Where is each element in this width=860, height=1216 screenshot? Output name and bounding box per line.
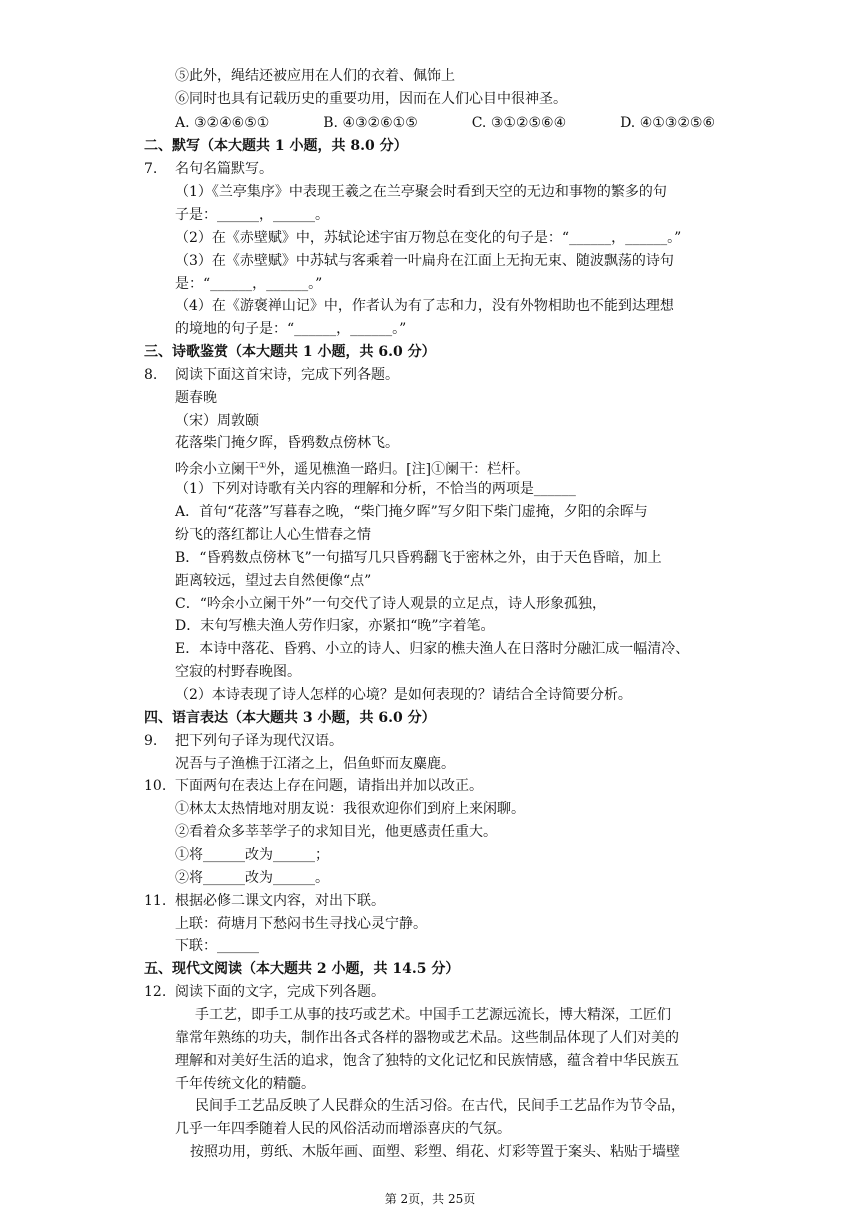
- passage-line: 手工艺，即手工从事的技巧或艺术。中国手工艺源远流长，博大精深，工匠们: [195, 1007, 671, 1023]
- passage-line: 靠常年熟练的功夫，制作出各式各样的器物或艺术品。这些制品体现了人们对美的: [175, 1030, 679, 1046]
- q12-prompt: 阅读下面的文字，完成下列各题。: [175, 984, 385, 1000]
- q7-line: （3）在《赤壁赋》中苏轼与客乘着一叶扁舟在江面上无拘无束、随波飘荡的诗句: [175, 253, 674, 269]
- q6-option-b: B. ④③②⑥①⑤: [323, 115, 418, 131]
- poem-line-1: 花落柴门掩夕晖，昏鸦数点傍林飞。: [175, 435, 399, 451]
- q8-prompt: 阅读下面这首宋诗，完成下列各题。: [175, 367, 399, 383]
- q8-line: A．首句“花落”写暮春之晚，“柴门掩夕晖”写夕阳下柴门虚掩，夕阳的余晖与: [175, 504, 648, 520]
- q9-number: 9.: [144, 733, 158, 749]
- section-5-heading: 五、现代文阅读（本大题共 2 小题，共 14.5 分）: [144, 961, 460, 977]
- q10-line: ②看着众多莘莘学子的求知目光，他更感责任重大。: [175, 824, 497, 840]
- q10-line: ①将______改为______；: [175, 847, 329, 863]
- q6-option-a: A. ③②④⑥⑤①: [175, 115, 270, 131]
- q7-line: （4）在《游褒禅山记》中，作者认为有了志和力，没有外物相助也不能到达理想: [175, 298, 674, 314]
- q7-line: 的境地的句子是：“______，______。”: [175, 321, 407, 337]
- footnote-marker: ①: [259, 461, 267, 470]
- passage-line: 理解和对美好生活的追求，饱含了独特的文化记忆和民族情感，蕴含着中华民族五: [175, 1053, 679, 1069]
- q8-line: C．“吟余小立阑干外”一句交代了诗人观景的立足点，诗人形象孤独，: [175, 596, 607, 612]
- q11-prompt: 根据必修二课文内容，对出下联。: [175, 893, 385, 909]
- q6-option-c: C. ③①②⑤⑥④: [471, 115, 567, 131]
- q6-option-d: D. ④①③②⑤⑥: [620, 115, 715, 131]
- q7-line: （1）《兰亭集序》中表现王羲之在兰亭聚会时看到天空的无边和事物的繁多的句: [175, 184, 667, 200]
- section-4-heading: 四、语言表达（本大题共 3 小题，共 6.0 分）: [144, 710, 436, 726]
- q8-number: 8.: [144, 367, 158, 383]
- passage-line: 按照功用，剪纸、木版年画、面塑、彩塑、绢花、灯彩等置于案头、粘贴于墙壁: [190, 1144, 680, 1160]
- q10-prompt: 下面两句在表达上存在问题，请指出并加以改正。: [175, 778, 483, 794]
- q8-line: （2）本诗表现了诗人怎样的心境？是如何表现的？请结合全诗简要分析。: [175, 687, 632, 703]
- q8-line: 纷飞的落红都让人心生惜春之情: [175, 527, 371, 543]
- poem-title: 题春晚: [175, 390, 217, 406]
- poem-line-2-part-b: 外，遥见樵渔一路归。[注]①阑干：栏杆。: [266, 461, 530, 478]
- q7-line: （2）在《赤壁赋》中，苏轼论述宇宙万物总在变化的句子是：“______，______。”: [175, 230, 682, 246]
- q6-line-5: ⑤此外，绳结还被应用在人们的衣着、佩饰上: [175, 68, 455, 84]
- q11-line: 下联：______: [175, 938, 259, 954]
- q7-line: 子是：______，______。: [175, 207, 329, 223]
- q8-line: 距离较远，望过去自然便像“点”: [175, 573, 372, 589]
- q11-number: 11.: [144, 893, 167, 909]
- q9-line: 况吾与子渔樵于江渚之上，侣鱼虾而友麋鹿。: [175, 756, 455, 772]
- passage-line: 千年传统文化的精髓。: [175, 1076, 315, 1092]
- q10-line: ②将______改为______。: [175, 870, 329, 886]
- poem-line-2-part-a: 吟余小立阑干: [175, 461, 259, 478]
- page-footer: 第 2页，共 25页: [384, 1192, 476, 1206]
- poem-author: （宋）周敦颐: [175, 413, 259, 429]
- q9-prompt: 把下列句子译为现代汉语。: [175, 733, 343, 749]
- q8-line: D．末句写樵夫渔人劳作归家，亦紧扣“晚”字着笔。: [175, 618, 495, 634]
- q6-line-6: ⑥同时也具有记载历史的重要功用，因而在人们心目中很神圣。: [175, 91, 567, 107]
- section-3-heading: 三、诗歌鉴赏（本大题共 1 小题，共 6.0 分）: [144, 344, 436, 360]
- q10-line: ①林太太热情地对朋友说：我很欢迎你们到府上来闲聊。: [175, 801, 525, 817]
- q8-line: 空寂的村野春晚图。: [175, 664, 301, 680]
- q7-line: 是：“______，______。”: [175, 276, 323, 292]
- q7-prompt: 名句名篇默写。: [175, 161, 273, 177]
- q8-line: B．“昏鸦数点傍林飞”一句描写几只昏鸦翻飞于密林之外，由于天色昏暗，加上: [175, 550, 662, 566]
- passage-line: 几乎一年四季随着人民的风俗活动而增添喜庆的气氛。: [175, 1121, 511, 1137]
- passage-line: 民间手工艺品反映了人民群众的生活习俗。在古代，民间手工艺品作为节令品，: [195, 1098, 685, 1114]
- q6-options: [175, 113, 715, 133]
- q8-line: （1）下列对诗歌有关内容的理解和分析，不恰当的两项是______: [175, 481, 576, 497]
- poem-line-2: [175, 456, 529, 480]
- section-2-heading: 二、默写（本大题共 1 小题，共 8.0 分）: [144, 138, 408, 154]
- q8-line: E．本诗中落花、昏鸦、小立的诗人、归家的樵夫渔人在日落时分融汇成一幅清冷、: [175, 641, 690, 657]
- q11-line: 上联：荷塘月下愁闷书生寻找心灵宁静。: [175, 916, 427, 932]
- q7-number: 7.: [144, 161, 158, 177]
- q10-number: 10.: [144, 778, 167, 794]
- q12-number: 12.: [144, 984, 167, 1000]
